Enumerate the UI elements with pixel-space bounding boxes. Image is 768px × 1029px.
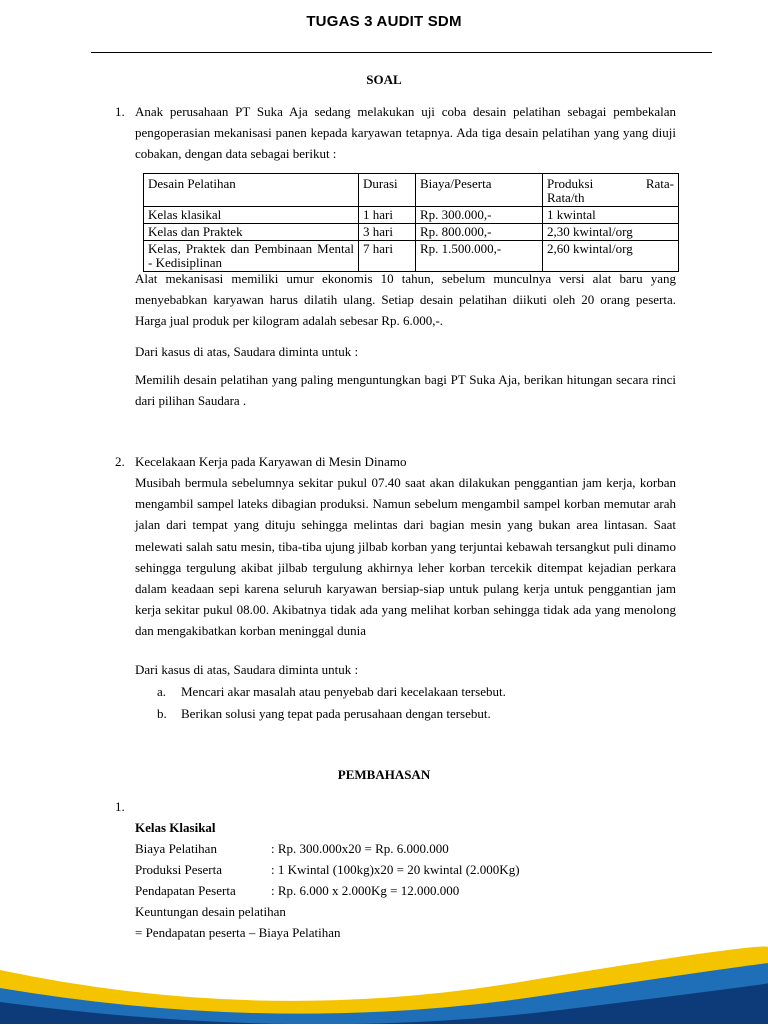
calc-label: Pendapatan Peserta — [135, 883, 236, 898]
item-marker: b. — [157, 706, 167, 721]
question-2-item-b — [157, 706, 491, 722]
table-cell: 2,30 kwintal/org — [543, 224, 679, 241]
calc-value: : Rp. 6.000 x 2.000Kg = 12.000.000 — [271, 883, 460, 898]
question-1-instruction: Dari kasus di atas, Saudara diminta untuk : — [135, 344, 359, 359]
calc-label: Biaya Pelatihan — [135, 841, 217, 856]
answer-subheading: Kelas Klasikal — [135, 820, 216, 835]
table-row — [144, 241, 679, 272]
table-cell: 3 hari — [359, 224, 416, 241]
question-2-number: 2. — [115, 454, 125, 469]
profit-line-2: = Pendapatan peserta – Biaya Pelatihan — [135, 925, 341, 940]
item-text: Berikan solusi yang tepat pada perusahaan dengan tersebut. — [181, 706, 491, 721]
calc-value: : 1 Kwintal (100kg)x20 = 20 kwintal (2.000Kg) — [271, 862, 520, 877]
table-header-cell — [543, 174, 679, 207]
training-design-table — [143, 173, 679, 272]
table-cell: 1 kwintal — [543, 207, 679, 224]
table-cell: Kelas dan Praktek — [144, 224, 359, 241]
item-marker: a. — [157, 684, 167, 699]
calc-value: : Rp. 300.000x20 = Rp. 6.000.000 — [271, 841, 449, 856]
calc-row-produksi — [135, 862, 520, 878]
table-row — [144, 224, 679, 241]
question-2-body: Musibah bermula sebelumnya sekitar pukul 07.40 saat akan dilakukan penggantian jam kerja, korban mengambil sampel lateks dibagian produksi. Namun sebelum mengambil sampel korban memutar arah jalan dari tempat yang dituju sehingga melintas dari bagian mesin yang bukan area lintasan. Saat melewati salah satu mesin, tiba-tiba ujung jilbab korban yang terjuntai kebawah tersangkut puli dinamo sehingga tergulung akibat jilbab tergulung akhirnya leher korban tercekik ditempat kejadian perkara dalam keadaan sepi karena seluruh karyawan bersiap-siap untuk pulang kerja untuk penggantian jam kerja sekitar pukul 08.00. Akibatnya tidak ada yang melihat korban sehingga tidak ada yang menolong dan mengakibatkan korban meninggal dunia — [135, 475, 676, 639]
table-header-cell: Durasi — [359, 174, 416, 207]
question-1-number: 1. — [115, 104, 125, 119]
table-cell: Rp. 800.000,- — [416, 224, 543, 241]
table-cell: Rp. 1.500.000,- — [416, 241, 543, 272]
soal-heading: SOAL — [366, 72, 402, 87]
calc-row-pendapatan — [135, 883, 459, 899]
table-cell: 1 hari — [359, 207, 416, 224]
answer-1-number: 1. — [115, 799, 125, 814]
question-1-intro: Anak perusahaan PT Suka Aja sedang melakukan uji coba desain pelatihan sebagai pembekalan pengoperasian mekanisasi panen kepada karyawan tetapnya. Ada tiga desain pelatihan yang yang diuji cobakan, dengan data sebagai berikut : — [135, 104, 676, 162]
question-1-task: Memilih desain pelatihan yang paling menguntungkan bagi PT Suka Aja, berikan hitungan secara rinci dari pilihan Saudara . — [135, 372, 676, 409]
question-1-after-table: Alat mekanisasi memiliki umur ekonomis 10 tahun, sebelum munculnya versi alat baru yang menyebabkan karyawan harus dilatih ulang. Setiap desain pelatihan diikuti oleh 20 orang peserta. Harga jual produk per kilogram adalah sebesar Rp. 6.000,-. — [135, 271, 676, 329]
table-cell: 2,60 kwintal/org — [543, 241, 679, 272]
table-cell: 7 hari — [359, 241, 416, 272]
question-2-title: Kecelakaan Kerja pada Karyawan di Mesin Dinamo — [135, 454, 407, 469]
footer-wave-decoration — [0, 930, 768, 1024]
title-divider — [91, 52, 712, 53]
question-2-instruction: Dari kasus di atas, Saudara diminta untuk : — [135, 662, 359, 677]
table-cell: Rp. 300.000,- — [416, 207, 543, 224]
calc-row-biaya — [135, 841, 449, 857]
table-header-cell: Biaya/Peserta — [416, 174, 543, 207]
calc-label: Produksi Peserta — [135, 862, 223, 877]
item-text: Mencari akar masalah atau penyebab dari kecelakaan tersebut. — [181, 684, 506, 699]
table-cell: Kelas, Praktek dan Pembinaan Mental - Kedisiplinan — [144, 241, 359, 272]
table-cell: Kelas klasikal — [144, 207, 359, 224]
document-title: TUGAS 3 AUDIT SDM — [306, 13, 462, 30]
pembahasan-heading: PEMBAHASAN — [337, 767, 431, 782]
header-production-line-2: Rata/th — [547, 190, 585, 205]
profit-line-1: Keuntungan desain pelatihan — [135, 904, 286, 919]
table-header-cell: Desain Pelatihan — [144, 174, 359, 207]
header-production-line-1: Produksi Rata- — [547, 176, 674, 191]
question-2-item-a — [157, 684, 506, 700]
table-row — [144, 207, 679, 224]
table-header-row — [144, 174, 679, 207]
